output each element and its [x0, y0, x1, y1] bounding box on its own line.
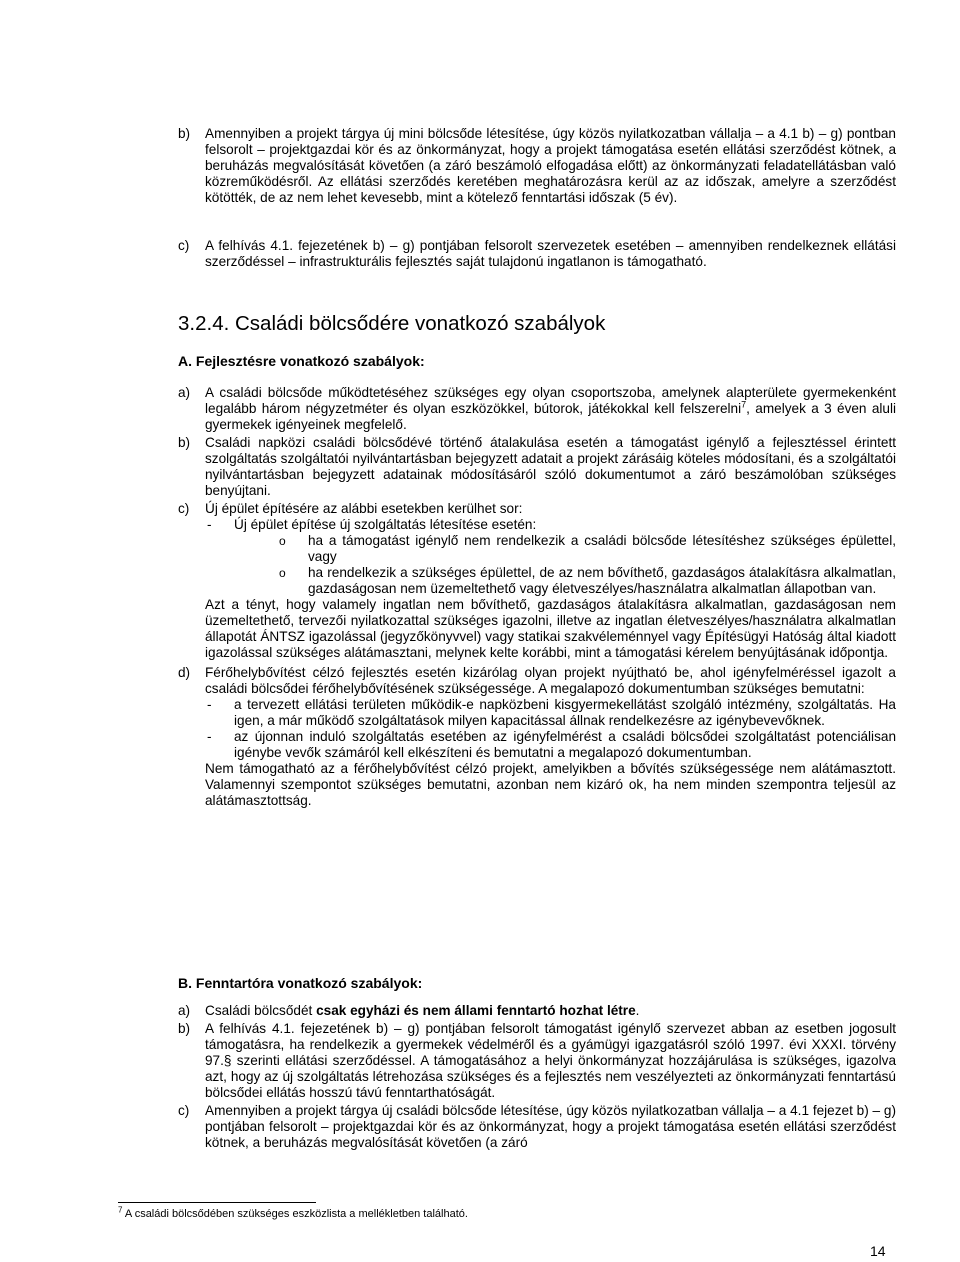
list-text: A felhívás 4.1. fejezetének b) – g) pontjában felsorolt támogatást igénylő szervezet abban az esetben jogosult támogatásra, ha rendelkezik a gyermekek védelméről és a gyámügyi igazgatásról szóló 1997. évi XXXI. törvény 97.§ szerinti ellátási szerződéssel. A támogatásához a helyi önkormányzat hozzájárulása is szükséges, igazolva azt, hogy az új szolgáltatás létrehozása szükséges és a fejlesztés nem veszélyezteti az önkormányzati fenntartású bölcsődei ellátás hosszú távú fenntarthatóságát. [205, 1021, 896, 1100]
subsection-b-heading: B. Fenntartóra vonatkozó szabályok: [178, 975, 423, 991]
list-item-intro-c [178, 238, 896, 270]
list-label: d) [178, 665, 191, 680]
list-item-b-b [178, 1021, 896, 1101]
paragraph: Nem támogatható az a férőhelybővítést célzó projekt, amelyikben a bővítés szükségessége nem alátámasztott. Valamennyi szempontot szükséges bemutatni, azonban nem kizáró ok, ha nem minden szempontra teljesül az alátámasztottság. [205, 761, 896, 808]
list-text: A felhívás 4.1. fejezetének b) – g) pontjában felsorolt szervezetek esetében – amennyiben rendelkeznek ellátási szerződéssel – infrastrukturális fejlesztés saját tulajdonú ingatlanon is támogatható. [205, 238, 896, 269]
list-text [205, 1003, 896, 1019]
circle-bullet-icon: o [279, 534, 286, 548]
footnote-number: 7 [118, 1205, 123, 1215]
list-item-a-d [178, 665, 896, 809]
list-item-intro-b [178, 126, 896, 206]
list-text: Családi napközi családi bölcsődévé történő átalakulása esetén a támogatást igénylő a fejlesztéssel érintett szolgáltatás szolgáltatói nyilvántartásban bejegyzett adatait a projekt zárásáig köteles módosítani, és a szolgáltatói nyilvántartásban bejegyzett adatainak módosításáról szóló dokumentumot a záró beszámolóban szükséges benyújtani. [205, 435, 896, 498]
circle-text: ha rendelkezik a szükséges épülettel, de az nem bővíthető, gazdaságos átalakításra alkalmatlan, gazdaságosan nem üzemeltethető vagy életveszélyes/használatra alkalmatlan állapotban van. [308, 565, 896, 596]
list-label: b) [178, 126, 191, 141]
dash-text: Új épület építése új szolgáltatás létesítése esetén: [234, 517, 537, 532]
dash-item [205, 729, 896, 761]
list-item-a-c [178, 501, 896, 661]
circle-item [178, 565, 896, 597]
circle-text: ha a támogatást igénylő nem rendelkezik a családi bölcsőde létesítéshez szükséges épülettel, vagy [308, 533, 896, 564]
text-part: , amelyek a 3 éven aluli gyermekek igényeinek megfelelő. [205, 401, 896, 432]
list-label: a) [178, 385, 191, 400]
bold-text: csak egyházi és nem állami fenntartó hozhat létre [316, 1003, 636, 1018]
list-item-a-a [178, 385, 896, 433]
list-item-a-b [178, 435, 896, 499]
list-label: b) [178, 435, 191, 450]
subsection-a-body [178, 385, 896, 809]
subsection-b-body [178, 1003, 896, 1151]
dash-marker: - [207, 729, 212, 744]
dash-marker: - [207, 517, 212, 532]
footnote [118, 1207, 468, 1221]
list-label: b) [178, 1021, 191, 1036]
page-number: 14 [870, 1243, 886, 1259]
circle-item [178, 533, 896, 565]
list-label: c) [178, 1103, 190, 1118]
footnote-ref: 7 [741, 399, 747, 410]
dash-item [205, 697, 896, 729]
text-part: Családi bölcsődét [205, 1003, 317, 1018]
dash-marker: - [207, 697, 212, 712]
footnote-separator [118, 1202, 316, 1203]
dash-item [178, 517, 896, 533]
dash-text: az újonnan induló szolgáltatás esetében az igényfelmérést a családi bölcsődei szolgáltatást potenciálisan igénybe vevők számáról kell elkészíteni és bemutatni a megalapozó dokumentumban. [234, 729, 896, 760]
paragraph: Új épület építésére az alábbi esetekben kerülhet sor: [205, 501, 523, 516]
list-text: Amennyiben a projekt tárgya új családi bölcsőde létesítése, úgy közös nyilatkozatban vállalja – a 4.1 fejezet b) – g) pontjában felsorolt – projektgazdai kör és az önkormányzat, hogy a projekt támogatása esetén ellátási szerződést kötnek, a beruházás megvalósítását követően (a záró [205, 1103, 896, 1150]
text-part: A családi bölcsőde működtetéséhez szükséges egy olyan csoportszoba, amelynek alapterülete gyermekenként legalább három négyzetméter és olyan eszközökkel, bútorok, játékokkal kell felszerelni [205, 385, 896, 416]
list-text [205, 501, 896, 661]
list-label: a) [178, 1003, 191, 1018]
list-text [205, 385, 896, 433]
list-text: Amennyiben a projekt tárgya új mini bölcsőde létesítése, úgy közös nyilatkozatban vállalja – a 4.1 b) – g) pontban felsorolt – projektgazdai kör és az önkormányzat, hogy a projekt támogatása esetén ellátási szerződést kötnek, a beruházás megvalósítását követően (a záró beszámoló elfogadása előtt) az önkormányzati feladatellátásban való közreműködésről. Az ellátási szerződés keretében meghatározásra kerül az az időszak, amelyre a szerződést kötötték, de az nem lehet kevesebb, mint a kötelező fenntartási időszak (5 év). [205, 126, 896, 205]
paragraph: Férőhelybővítést célzó fejlesztés esetén kizárólag olyan projekt nyújtható be, ahol igényfelméréssel igazolt a családi bölcsődei férőhelybővítésének szükségessége. A megalapozó dokumentumban szükséges bemutatni: [205, 665, 896, 696]
section-heading: 3.2.4. Családi bölcsődére vonatkozó szabályok [178, 312, 606, 335]
subsection-a-heading: A. Fejlesztésre vonatkozó szabályok: [178, 353, 425, 369]
circle-bullet-icon: o [279, 566, 286, 580]
list-item-b-c [178, 1103, 896, 1151]
list-label: c) [178, 501, 190, 516]
list-text [205, 665, 896, 809]
dash-text: a tervezett ellátási területen működik-e napközbeni kisgyermekellátást szolgáló intézmény, szolgáltatás. Ha igen, a már működő szolgáltatások milyen kapacitással állnak rendelkezésre az igénybevevőknek. [234, 697, 896, 728]
list-label: c) [178, 238, 190, 253]
list-item-b-a [178, 1003, 896, 1019]
paragraph: Azt a tényt, hogy valamely ingatlan nem bővíthető, gazdaságos átalakításra alkalmatlan, gazdaságosan nem üzemeltethető, tervezői nyilatkozattal szükséges igazolni, illetve az ingatlan életveszélyes/használatra alkalmatlan állapotát ÁNTSZ igazolással (jegyzőkönyvvel) vagy statikai szakvéleménnyel vagy Építésügyi Hatóság által kiadott igazolással szükséges alátámasztani, melynek kelte korábbi, mint a támogatási kérelem benyújtásának időpontja. [205, 597, 896, 660]
footnote-text: A családi bölcsődében szükséges eszközlista a mellékletben található. [122, 1208, 468, 1220]
text-part: . [635, 1003, 640, 1018]
